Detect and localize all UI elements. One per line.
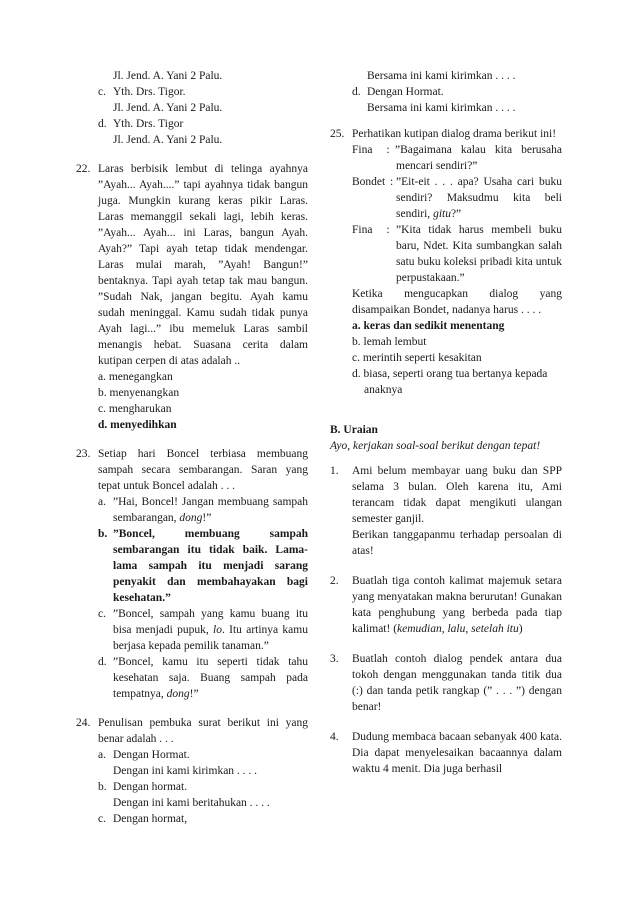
option-a: a. menegangkan (98, 371, 173, 383)
question-number: 25. (330, 128, 345, 140)
dialog-line: Fina : ”Bagaimana kalau kita berusaha mencari sendiri?” (352, 144, 562, 172)
address-line: Jl. Jend. A. Yani 2 Palu. (113, 134, 223, 146)
option-d-answer: d. menyedihkan (98, 419, 177, 431)
option-d: d. ”Boncel, kamu itu seperti tidak tahu kesehatan saja. Buang sampah pada tempatnya, dong!” (98, 656, 308, 700)
essay-3 (330, 651, 562, 715)
dialog-line: Bondet : ”Eit-eit . . . apa? Usaha cari buku sendiri? Maksudmu kita beli sendiri, gitu?” (352, 176, 562, 220)
question-intro: Perhatikan kutipan dialog drama berikut ini! (352, 128, 557, 140)
section-title: B. Uraian (330, 424, 378, 436)
recipient-line: Yth. Drs. Tigor. (113, 86, 186, 98)
option-letter: d. (98, 118, 107, 130)
speaker: Fina (352, 144, 373, 156)
speaker: Bondet (352, 176, 386, 188)
option-c: c. merintih seperti kesakitan (352, 352, 482, 364)
option-b: b. menyenangkan (98, 387, 180, 399)
option-b-address (76, 68, 308, 84)
essay-text: Buatlah contoh dialog pendek antara dua tokoh dengan menggunakan tanda titik dua (:) dan tanda petik rangkap (” . . . ”) dengan benar! (352, 653, 562, 713)
section-instruction: Ayo, kerjakan soal-soal berikut dengan tepat! (330, 440, 541, 452)
option-a: a. Dengan Hormat. Dengan ini kami kirimkan . . . . (98, 749, 258, 777)
recipient-line: Yth. Drs. Tigor (113, 118, 184, 130)
option-a: a. ”Hai, Boncel! Jangan membuang sampah sembarangan, dong!” (98, 496, 308, 524)
question-text: Ketika mengucapkan dialog yang disampaikan Bondet, nadanya harus . . . . (352, 288, 562, 316)
option-c: c. Dengan hormat, (98, 813, 188, 825)
left-column (76, 68, 308, 827)
question-24 (76, 715, 308, 827)
essay-2 (330, 573, 562, 637)
option-d: d. biasa, seperti orang tua bertanya kepada anaknya (352, 368, 548, 396)
option-c: c. ”Boncel, sampah yang kamu buang itu bisa menjadi pupuk, lo. Itu artinya kamu berjasa kepada pemilik tanaman.” (98, 608, 308, 652)
question-number: 22. (76, 163, 91, 175)
option-c (76, 84, 308, 116)
question-text: Setiap hari Boncel terbiasa membuang sampah secara sembarangan. Saran yang tepat untuk Boncel adalah . . . (98, 448, 308, 492)
question-text: Penulisan pembuka surat berikut ini yang benar adalah . . . (98, 717, 308, 745)
essay-4 (330, 729, 562, 777)
address-line: Jl. Jend. A. Yani 2 Palu. (113, 70, 223, 82)
option-letter: c. (98, 86, 106, 98)
essay-number: 1. (330, 465, 339, 477)
address-line: Jl. Jend. A. Yani 2 Palu. (113, 102, 223, 114)
dialog-line: Fina : ”Kita tidak harus membeli buku baru, Ndet. Kita sumbangkan salah satu buku koleksi pribadi kita untuk perpustakaan.” (352, 224, 562, 284)
option-d: d. Dengan Hormat. Bersama ini kami kirimkan . . . . (352, 86, 516, 114)
option-d (76, 116, 308, 148)
right-column (330, 68, 562, 777)
essay-number: 3. (330, 653, 339, 665)
essay-text: Ami belum membayar uang buku dan SPP selama 3 bulan. Oleh karena itu, Ami terancam tidak dapat mengikuti ulangan semester ganjil. (352, 465, 562, 525)
question-number: 23. (76, 448, 91, 460)
speaker: Fina (352, 224, 373, 236)
essay-text: Berikan tanggapanmu terhadap persoalan di atas! (352, 529, 562, 557)
option-b-answer: b. ”Boncel, membuang sampah sembarangan itu tidak baik. Lama-lama sampah itu menjadi sarang penyakit dan membahayakan bagi kesehatan.” (98, 528, 308, 604)
essay-text: Dudung membaca bacaan sebanyak 400 kata. Dia dapat menyelesaikan bacaannya dalam waktu 4 menit. Dia juga berhasil (352, 731, 562, 775)
question-number: 24. (76, 717, 91, 729)
question-23 (76, 446, 308, 702)
option-c-line: Bersama ini kami kirimkan . . . . (367, 70, 516, 82)
option-c: c. mengharukan (98, 403, 172, 415)
question-text: Laras berbisik lembut di telinga ayahnya ”Ayah... Ayah....” tapi ayahnya tidak bangun juga. Mungkin kurang keras pikir Laras. Laras memanggil sekali lagi, lebih keras. ”Ayah... Ayah... ini Laras, bangun Ayah. Ayah?” Tapi ayah tetap tidak mendengar. Laras mulai marah, ”Ayah! Bangun!” bentaknya. Tapi ayah tetap tak mau bangun. ”Sudah Nak, jangan begitu. Ayah kamu sudah meninggal. Kamu sudah tidak punya Ayah lagi...” ibu memeluk Laras sambil menangis hebat. Suasana cerita dalam kutipan cerpen di atas adalah .. (98, 163, 308, 367)
option-b: b. Dengan hormat. Dengan ini kami beritahukan . . . . (98, 781, 270, 809)
option-b: b. lemah lembut (352, 336, 427, 348)
question-25 (330, 126, 562, 398)
question-22 (76, 161, 308, 433)
essay-text: Buatlah tiga contoh kalimat majemuk setara yang menyatakan makna berurutan! Gunakan kata penghubung yang berbeda pada tiap kalimat! (kemudian, lalu, setelah itu) (352, 575, 562, 635)
option-a-answer: a. keras dan sedikit menentang (352, 320, 505, 332)
essay-1 (330, 463, 562, 559)
essay-number: 4. (330, 731, 339, 743)
essay-number: 2. (330, 575, 339, 587)
